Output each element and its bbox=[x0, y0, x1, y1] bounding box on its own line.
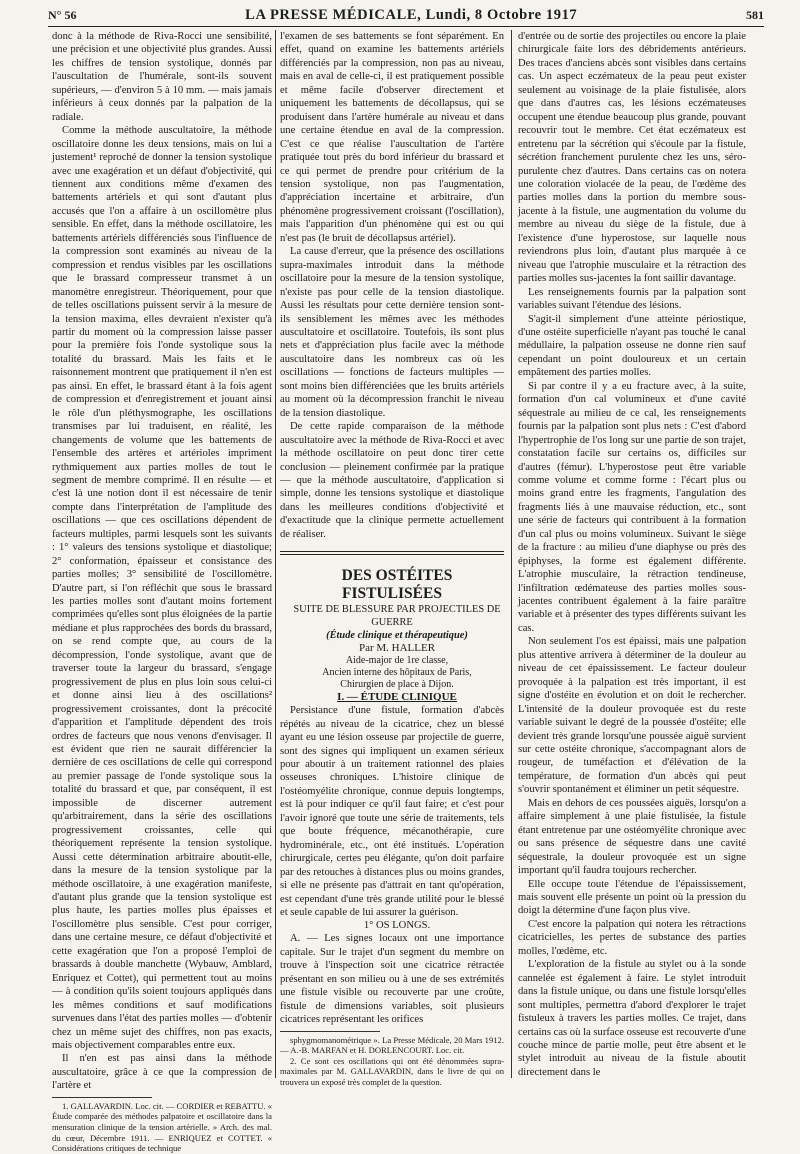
paragraph: Il n'en est pas ainsi dans la méthode auscultatoire, grâce à ce que la compression de l'artère et bbox=[52, 1053, 272, 1092]
footnote-rule bbox=[52, 1097, 152, 1098]
subsection-heading: 1° OS LONGS. bbox=[363, 920, 431, 932]
paragraph: La cause d'erreur, que la présence des oscillations supra-maximales introduit dans la méthode oscillatoire pour la mesure de la tension systolique, n'existe pas pour celle de la tension diastolique. Aussi les résultats pour cette dernière tension sont-ils sensiblement les mêmes avec les méthodes auscultatoire et oscillatoire. Toutefois, ils sont plus nets et d'appréciation plus facile avec la méthode auscultatoire dans les nombreux cas où les oscillations — fonctions de facteurs multiples — sont moins bien différenciées que les bruits artériels au moment où la décompression franchit le niveau de la tension diastolique. bbox=[280, 246, 504, 419]
paragraph: Les renseignements fournis par la palpation sont variables suivant l'étendue des lésions. bbox=[518, 286, 746, 312]
column-3 bbox=[518, 30, 746, 1078]
article-subtitle: SUITE DE BLESSURE PAR PROJECTILES DE GUERRE bbox=[293, 604, 501, 629]
footnote-rule bbox=[280, 1031, 380, 1032]
page-number: 581 bbox=[745, 7, 764, 22]
column-2 bbox=[280, 30, 504, 1088]
column-divider bbox=[275, 30, 276, 1078]
paragraph: C'est encore la palpation qui notera les rétractions cicatricielles, les pertes de substance des parties molles, l'œdème, etc. bbox=[518, 918, 746, 957]
issue-number: N° 56 bbox=[48, 7, 77, 22]
paragraph: d'entrée ou de sortie des projectiles ou encore la plaie chirurgicale faite lors des débridements antérieurs. Des traces d'anciens abcès sont visibles dans certains cas. Un aspect eczémateux de la peau peut exister seulement au voisinage de la plaie fistulisée, alors que dans d'autres cas, les lésions eczémateuses occupent une étendue beaucoup plus grande, pouvant recouvrir tout le membre. Cet état eczémateux est entretenu par la sécrétion qui s'écoule par la fistule, sécrétion franchement purulente chez les uns, séro-purulente chez d'autres. Dans certains cas on notera une coloration violacée de la peau, de l'œdème des parties molles dans la portion du membre sous-jacente à la fistule, une augmentation du volume du membre au niveau du siège de la fistule, due à l'existence d'une hyperostose, sur laquelle nous reviendrons plus loin, d'autant plus marquée à ce niveau que l'atrophie musculaire et la rétraction des parties molles sus-jacentes la font saillir davantage. bbox=[518, 31, 746, 285]
footnotes bbox=[280, 1035, 504, 1088]
paragraph: A. — Les signes locaux ont une importance capitale. Sur le trajet d'un segment du membre on trouve à l'inspection soit une cicatrice rétractée présentant en son milieu ou à une de ses extrémités une fistule visible ou recouverte par une croûte, fistule de dimensions variables, soit plusieurs cicatrices représentant les orifices bbox=[280, 933, 504, 1026]
paragraph: Si par contre il y a eu fracture avec, à la suite, formation d'un cal volumineux et d'une cavité séquestrale au milieu de ce cal, les renseignements fournis par la palpation sont plus nets : C'est d'abord l'hypertrophie de l'os long sur une partie de son trajet, constatation facile sur certains os, difficiles sur d'autres (fémur). L'hyperostose peut être variable comme volume et comme forme : l'écart plus ou moins grand entre les fragments, l'angulation des fragments liés à une mauvaise réduction, etc., sont une série de facteurs qui contribuent à la formation d'un cal plus ou moins volumineux. Suivant le siège de la fracture : au milieu d'une diaphyse ou près des épiphyses, la forme est également différente. L'atrophie musculaire, la rétraction tendineuse, l'infiltration œdémateuse des parties molles sous-jacentes contribuent également à la faire paraître variable et à présenter des types différents suivant les cas. bbox=[518, 380, 746, 634]
column-divider bbox=[511, 30, 512, 1078]
author-role: Aide-major de 1re classe, bbox=[345, 655, 449, 667]
author-role: Chirurgien de place à Dijon. bbox=[340, 679, 454, 691]
article-author: Par M. HALLER bbox=[358, 642, 436, 655]
paragraph: Elle occupe toute l'étendue de l'épaississement, mais souvent elle présente un point où la pression du doigt la détermine d'une façon plus vive. bbox=[518, 878, 746, 917]
footnote: sphygmomanométrique ». La Presse Médicale, 20 Mars 1912. — A.-B. MARFAN et H. DORLENCOURT. Loc. cit. bbox=[280, 1034, 504, 1056]
paragraph: De cette rapide comparaison de la méthode auscultatoire avec la méthode de Riva-Rocci et avec la méthode oscillatoire on peut donc tirer cette conclusion — pleinement confirmée par la pratique — que la méthode auscultatoire, d'application si simple, donne les tensions systolique et diastolique dans les meilleures conditions d'objectivité et d'exactitude que la clinique permette actuellement de réaliser. bbox=[280, 421, 504, 540]
article-title: DES OSTÉITES FISTULISÉES bbox=[341, 567, 453, 603]
paragraph: donc à la méthode de Riva-Rocci une sensibilité, une précision et une objectivité plus grandes. Aussi les chiffres de tension systolique, donnés par l'auscultation de l'humérale, sont-ils souvent supérieurs, — d'environ 5 à 10 mm. — mais jamais inférieurs à ceux donnés par la palpation de la radiale. bbox=[52, 31, 272, 123]
paragraph: S'agit-il simplement d'une atteinte périostique, d'une ostéite superficielle n'ayant pas touché le canal médullaire, la palpation osseuse ne donne rien sauf cependant un point douloureux et un certain empâtement des parties molles. bbox=[518, 313, 746, 379]
paragraph: l'examen de ses battements se font séparément. En effet, quand on examine les battements artériels différenciés par la compression, non pas au niveau, mais en aval de celle-ci, il est pratiquement possible et même facile d'observer directement et uniquement les battements de décollapsus, qui se produisent dans l'artère humérale au niveau et dans une certaine étendue en aval de la compression. C'est ce que réalise l'auscultation de l'artère pratiquée tout près du bord inférieur du brassard et ce qui permet de prendre pour critérium de la tension systolique, non pas l'augmentation, d'appréciation incertaine et arbitraire, d'un phénomène progressivement croissant (l'oscillation), mais l'apparition d'un phénomène qui est ou qui n'est pas (le bruit de décollapsus artériel). bbox=[280, 31, 504, 244]
section-heading bbox=[280, 691, 504, 704]
page-header bbox=[48, 4, 764, 26]
article-separator bbox=[280, 551, 504, 555]
paragraph: L'exploration de la fistule au stylet ou à la sonde cannelée est également à faire. Le stylet introduit dans la fistule unique, ou dans une fistule lorsqu'elles sont multiples, permettra d'abord d'explorer le trajet fistuleux à travers les parties molles. Ce trajet, dans certains cas où la surface osseuse est recouverte d'une couche mince de partie molle, peut être absent et le stylet introduit au niveau de la fistule aboutit directement dans le bbox=[518, 959, 746, 1078]
footnotes bbox=[52, 1101, 272, 1154]
article-study-type: (Étude clinique et thérapeutique) bbox=[326, 630, 468, 642]
paragraph: Mais en dehors de ces poussées aiguës, lorsqu'on a affaire simplement à une plaie fistulisée, la fistule étant entretenue par une ostéomyélite chronique avec ou sans présence de séquestre dans une cavité séquestrale, la douleur provoquée est un signe important qu'il faudra toujours rechercher. bbox=[518, 797, 746, 877]
header-rule bbox=[48, 26, 764, 27]
footnote: 2. Ce sont ces oscillations qui ont été dénommées supra-maximales par M. GALLAVARDIN, dans le livre de qui on trouvera un exposé très complet de la question. bbox=[280, 1055, 504, 1088]
journal-title: LA PRESSE MÉDICALE, Lundi, 8 Octobre 1917 bbox=[245, 6, 578, 23]
paragraph: Non seulement l'os est épaissi, mais une palpation plus attentive arrivera à déterminer de la douleur au niveau de cet épaississement. Le facteur douleur provoquée à la palpation est très important, il est signe d'ostéite en évolution et on doit le rechercher. L'intensité de la douleur provoquée est du reste variable suivant le degré de la poussée d'ostéite; elle devient très grande lorsqu'une poussée aiguë survient sur cette ostéite chronique, s'accompagnant alors de rougeur, de tuméfaction et d'élévation de la température, de formation d'un abcès qui peut s'ouvrir spontanément et éliminer un petit séquestre. bbox=[518, 636, 746, 796]
column-1 bbox=[52, 30, 272, 1154]
paragraph: Persistance d'une fistule, formation d'abcès répétés au niveau de la cicatrice, chez un blessé ayant eu une lésion osseuse par projectile de guerre, sont des signes qui impliquent un examen sérieux pour aboutir à un traitement rationnel des plaies osseuses chroniques. L'histoire clinique de l'ostéomyélite chronique, connue depuis longtemps, est là pour indiquer ce qu'il faut faire; et c'est pour l'avoir ignoré que toute une série de traitements, tels que boute fréquence, mécanothérapie, cure hydrominérale, etc., ont été institués. L'opération chirurgicale, certes peu élégante, qu'on doit parfaire par des retouches à distances plus ou moins grandes, si elle ne présente pas d'attrait en tant qu'opération, est cependant d'une très grande utilité pour le blessé et seule capable de lui assurer la guérison. bbox=[280, 705, 504, 919]
section-heading-text: I. — ÉTUDE CLINIQUE bbox=[337, 691, 457, 704]
footnote: 1. GALLAVARDIN. Loc. cit. — CORDIER et REBATTU. « Étude comparée des méthodes palpatoire et oscillatoire dans la mensuration clinique de la tension artérielle. » Arch. des mal. du cœur, Décembre 1911. — ENRIQUEZ et COTTET. « Considérations critiques de technique bbox=[52, 1100, 272, 1154]
paragraph: Comme la méthode auscultatoire, la méthode oscillatoire donne les deux tensions, mais on lui a justement¹ reproché de donner la tension systolique avec une exagération et un défaut d'objectivité, qui tiennent aux conditions même d'examen des battements artériels et qui sont d'autant plus accusés que l'on a affaire à un oscillomètre plus sensible. En effet, dans la méthode oscillatoire, les battements artériels différenciés sous l'influence de la compression sont examinés au niveau de la compression et rendus visibles par les oscillations que le brassard compresseur transmet à un manomètre enregistreur. Théoriquement, pour que de telles oscillations puissent servir à la mesure de la tension maxima, elles devraient n'exister qu'à partir du moment où la compression laisse passer pour la première fois l'onde systolique sous la totalité du brassard. Mais les faits et le raisonnement montrent que pratiquement il n'en est pas ainsi. En effet, le brassard étant à la fois agent de compression et d'enregistrement et jouant ainsi le rôle d'un pléthysmographe, les oscillations transmises par lui traduisent, en réalité, les changements de volume que les battements de l'ensemble des artères et artérioles impriment rythmiquement aux parties molles de tout le segment de membre comprimé. Il en résulte — et c'est là une notion dont il est nécessaire de tenir compte dans l'interprétation de l'amplitude des oscillations — que ces oscillations dépendent de facteurs multiples, parmi lesquels sont les suivants : 1° valeurs des tensions systolique et diastolique; 2° conformation, épaisseur et consistance des parties molles; 3° sensibilité de l'oscillomètre. D'autre part, si l'on réfléchit que sous le brassard les parties molles sont d'autant moins fortement comprimées qu'elles sont plus éloignées de la partie médiane et plus rapprochées des bords du brassard, on se rend compte que, au cours de la décompression, l'onde systolique, avant que de traverser toute la largeur du brassard, s'engage progressivement de plus en plus loin sous celui-ci et donne ainsi lieu à des oscillations² progressivement croissantes, dont la précocité d'apparition et l'amplitude dépendent des trois ordres de facteurs que nous venons d'envisager. Il est évident que rien ne saurait différencier la dernière de ces oscillations de celle qui correspond au premier passage de l'onde systolique sous la totalité du brassard et que, par conséquent, il est impossible de discerner autrement qu'arbitrairement, dans la série des oscillations progressivement croissantes, celle qui théoriquement représente la tension systolique. Aussi cette détermination arbitraire aboutit-elle, dans la mesure de la tension systolique par la méthode oscillatoire, à une exagération manifeste, d'autant plus grande que la tension systolique est plus haute, les parties molles plus épaisses et l'oscillomètre plus sensible. C'est pour corriger, dans une certaine mesure, ce défaut d'objectivité et cette exagération que l'on a proposé l'emploi de brassards à double manchette (Wybauw, Amblard, Enriquez et Cottet), qui permettent tout au moins — à condition qu'ils soient toujours appliqués dans les mêmes conditions et sauf modifications survenues dans l'état des parties molles — d'obtenir chez un même sujet des chiffres, non pas exacts, mais objectivement comparables entre eux. bbox=[52, 125, 272, 1051]
author-role: Ancien interne des hôpitaux de Paris, bbox=[322, 667, 472, 679]
